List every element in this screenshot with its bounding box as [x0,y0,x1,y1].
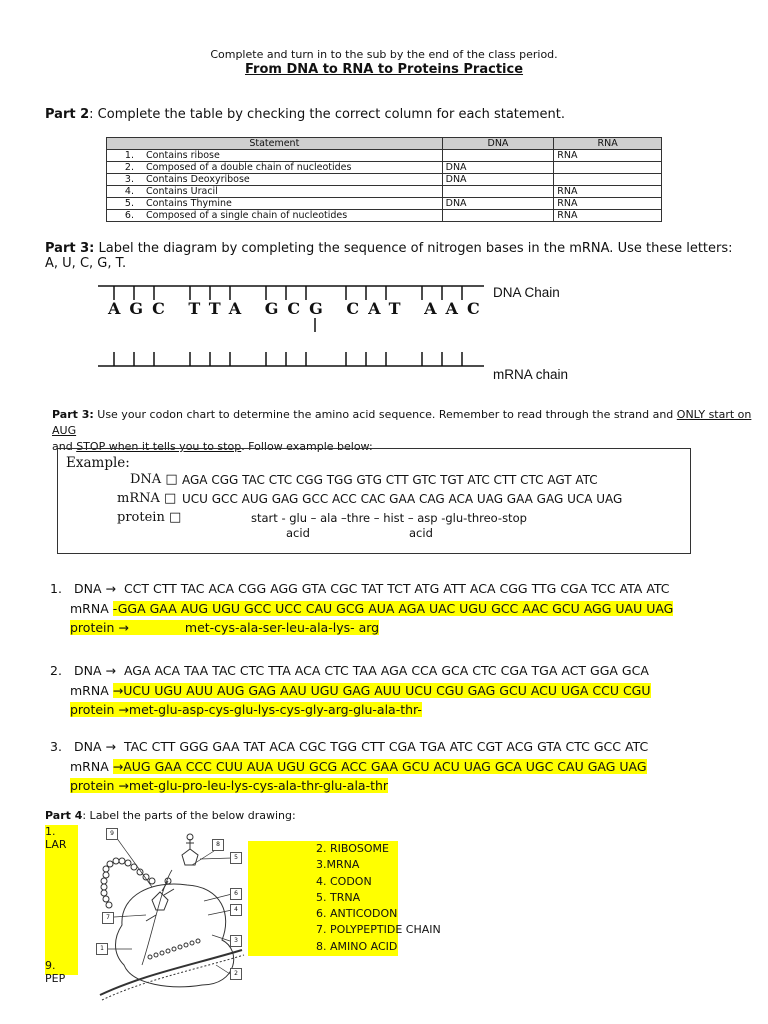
row-statement: Composed of a single chain of nucleotides [146,210,348,221]
row-rna-cell[interactable]: RNA [554,150,662,162]
row-dna-cell[interactable]: DNA [442,162,554,174]
problem-2 [50,661,651,720]
problem-1-dna-line [50,579,673,599]
problem-num: 1. [50,581,62,596]
mrna-answer[interactable]: -GGA GAA AUG UGU GCC UCC CAU GCG AUA AGA UAC UGU GCC AAC GCU AGG UAU UAG [112,600,674,616]
dna-chain-label: DNA Chain [493,285,560,300]
part3b-underline1: ONLY start on AUG [52,408,752,437]
dna-mrna-diagram [96,280,486,370]
problem-num: 2. [50,663,62,678]
part2-text: : Complete the table by checking the correct column for each statement. [89,107,566,122]
dna-bases: AGC TTA GCG CAT AAC [108,299,489,318]
dna-rna-table [106,137,662,222]
protein-answer[interactable]: →met-glu-asp-cys-glu-lys-cys-gly-arg-glu-ala-thr- [118,702,422,717]
problem-2-mrna-line [50,681,651,701]
part4-label: Part 4 [45,809,83,822]
row-num: 3. [124,174,134,185]
diagram-number: 1 [96,943,108,955]
protein-answer[interactable]: →met-glu-pro-leu-lys-cys-ala-thr-glu-ala-thr [118,778,389,793]
example-protein-label: protein □ [117,510,182,525]
row-statement: Contains Thymine [146,198,232,209]
protein-label: protein → [70,620,185,635]
row-dna-cell[interactable]: DNA [442,174,554,186]
instruction-line: Complete and turn in to the sub by the end of the class period. [210,48,558,61]
answer-item: 5. TRNA [316,890,361,904]
problem-1-protein-line [50,618,673,638]
example-mrna-seq: UCU GCC AUG GAG GCC ACC CAC GAA CAG ACA UAG GAA GAG UCA UAG [182,492,623,506]
answer-item: 2. RIBOSOME [316,842,389,855]
row-rna-cell[interactable]: RNA [554,186,662,198]
example-mrna-label: mRNA □ [117,491,177,506]
left-answer-box[interactable] [45,825,78,985]
left-answer-top: 1. LAR [45,825,67,851]
table-row [107,186,662,198]
row-dna-cell[interactable] [442,210,554,222]
example-acid-1: acid [286,526,310,540]
problem-num: 3. [50,739,62,754]
ribosome-illustration [92,825,248,1005]
mrna-chain-label: mRNA chain [493,367,569,382]
problem-3 [50,737,648,796]
part4-text: : Label the parts of the below drawing: [82,809,296,822]
diagram-number: 3 [230,935,242,947]
part2-label: Part 2 [45,107,90,122]
part3a-label: Part 3: [45,241,95,256]
row-statement: Contains Deoxyribose [146,174,250,185]
answer-item: 8. AMINO ACID [316,939,398,953]
table-header-row [107,138,662,150]
row-rna-cell[interactable]: RNA [554,198,662,210]
problem-3-mrna-line [50,757,648,777]
left-answer-bottom: 9. PEP [45,959,66,985]
example-dna-seq: AGA CGG TAC CTC CGG TGG GTG CTT GTC TGT ATC CTT CTC AGT ATC [182,473,598,487]
answer-list [316,841,441,955]
table-row [107,210,662,222]
table-row [107,198,662,210]
col-dna: DNA [442,138,554,150]
diagram-number: 5 [230,852,242,864]
row-num: 5. [124,198,134,209]
diagram-number: 6 [230,888,242,900]
dna-label: DNA → [74,739,116,754]
mrna-label: mRNA [70,600,113,616]
table-row [107,162,662,174]
diagram-number: 9 [106,828,118,840]
protein-label: protein [70,702,119,717]
dna-sequence: AGA ACA TAA TAC CTC TTA ACA CTC TAA AGA CCA GCA CTC CGA TGA ACT GGA GCA [123,663,649,678]
answer-item: 4. CODON [316,874,372,888]
part3a-text2: A, U, C, G, T. [45,256,127,271]
table-row [107,150,662,162]
example-box [57,448,691,554]
mrna-label: mRNA [70,682,113,698]
part3b-label: Part 3: [52,408,94,421]
mrna-answer[interactable]: →UCU UGU AUU AUG GAG AAU UGU GAG AUU UCU CGU GAG GCU ACU UGA CCU CGU [112,682,651,698]
row-statement: Composed of a double chain of nucleotides [146,162,352,173]
dna-sequence: CCT CTT TAC ACA CGG AGG GTA CGC TAT TCT ATG ATT ACA CGG TTG CGA TCC ATA ATC [123,581,670,596]
row-dna-cell[interactable] [442,150,554,162]
row-dna-cell[interactable] [442,186,554,198]
diagram-number: 4 [230,904,242,916]
part3b-text2: and [52,440,77,453]
diagram-number: 7 [102,912,114,924]
mrna-label: mRNA [70,758,113,774]
protein-answer[interactable]: met-cys-ala-ser-leu-ala-lys- arg [184,620,380,635]
row-statement: Contains ribose [146,150,220,161]
protein-label: protein [70,778,119,793]
problem-2-dna-line [50,661,651,681]
row-rna-cell[interactable] [554,174,662,186]
part2-instruction [45,107,565,122]
example-acid-2: acid [409,526,433,540]
problem-3-protein-line [50,776,648,796]
dna-label: DNA → [74,663,116,678]
diagram-number: 2 [230,968,242,980]
example-heading: Example: [66,455,130,471]
answer-item: 3.MRNA [316,858,360,872]
row-rna-cell[interactable] [554,162,662,174]
part3b-text3: . Follow example below: [241,440,373,453]
part3b-underline2: STOP when it tells you to stop [76,440,242,453]
row-rna-cell[interactable]: RNA [554,210,662,222]
part3a-text: Label the diagram by completing the sequence of nitrogen bases in the mRNA. Use these letters: [94,241,733,256]
part4-instruction [45,809,296,822]
col-rna: RNA [554,138,662,150]
part3a-instruction [45,241,745,271]
mrna-backbone [98,352,484,366]
row-statement: Contains Uracil [146,186,218,197]
answer-item: 7. POLYPEPTIDE CHAIN [316,923,441,937]
example-dna-label: DNA □ [130,472,178,487]
problem-1 [50,579,673,638]
row-num: 2. [124,162,134,173]
mrna-answer[interactable]: →AUG GAA CCC CUU AUA UGU GCG ACC GAA GCU ACU UAG GCA UGC CAU GAG UAG [112,758,647,774]
problem-2-protein-line [50,700,651,720]
row-num: 4. [124,186,134,197]
diagram-number: 8 [212,839,224,851]
dna-sequence: TAC CTT GGG GAA TAT ACA CGC TGG CTT CGA TGA ATC CGT ACG GTA CTC GCC ATC [123,739,649,754]
page-title: From DNA to RNA to Proteins Practice [244,62,524,77]
right-answer-box[interactable] [248,841,441,956]
col-statement: Statement [107,138,443,150]
row-num: 6. [124,210,134,221]
part3b-text1: Use your codon chart to determine the amino acid sequence. Remember to read through the strand and [93,408,677,421]
example-protein-seq: start - glu – ala –thre – hist – asp -glu-threo-stop [251,511,527,525]
table-row [107,174,662,186]
answer-item: 6. ANTICODON [316,907,398,921]
row-num: 1. [124,150,134,161]
row-dna-cell[interactable]: DNA [442,198,554,210]
problem-1-mrna-line [50,599,673,619]
problem-3-dna-line [50,737,648,757]
dna-label: DNA → [74,581,116,596]
ribosome-drawing [92,825,248,1005]
